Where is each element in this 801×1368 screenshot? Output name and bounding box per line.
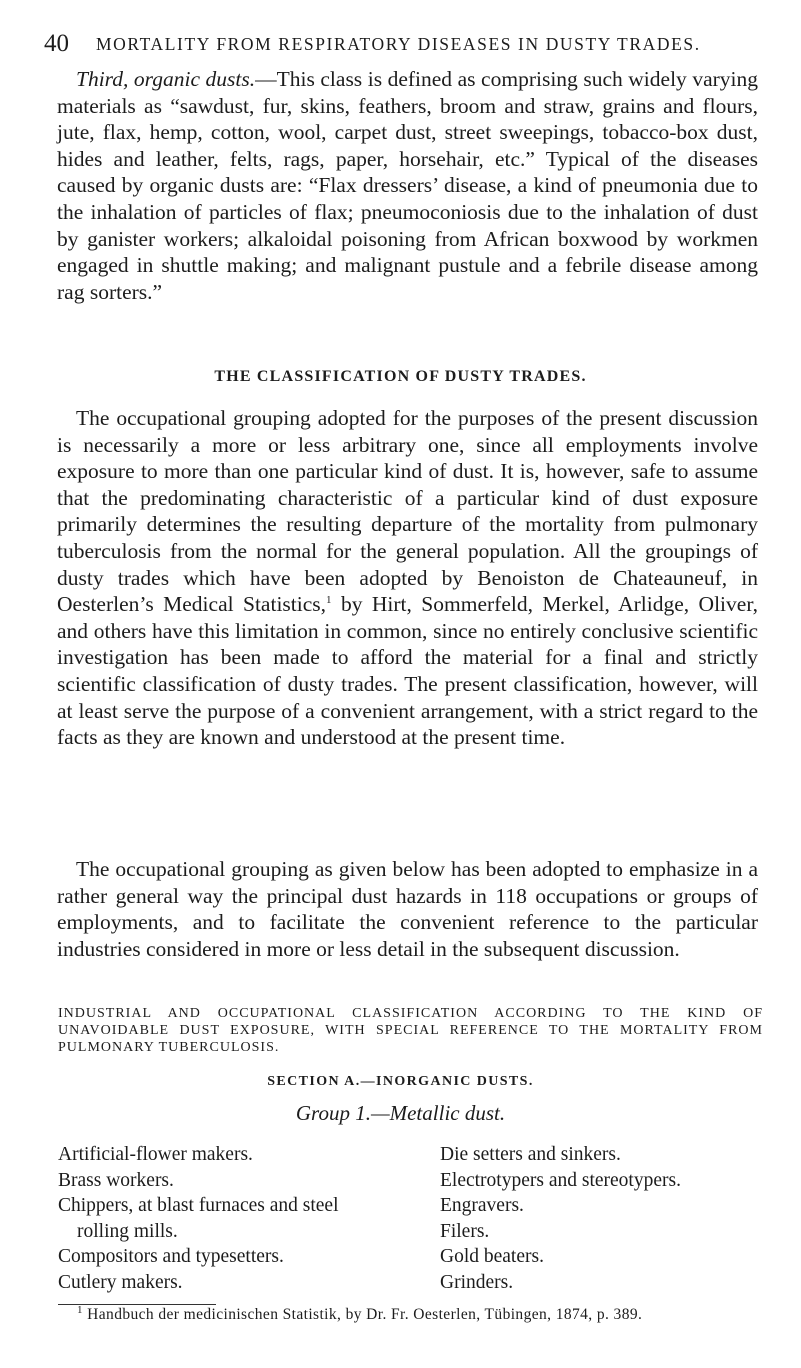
running-title: MORTALITY FROM RESPIRATORY DISEASES IN DUSTY TRADES. (96, 34, 701, 54)
group-heading: Group 1.—Metallic dust. (295, 1101, 506, 1125)
running-head (44, 30, 759, 60)
organic-dusts-lead: Third, organic dusts. (76, 67, 256, 91)
footnote-text: Handbuch der medicinischen Statistik, by Dr. Fr. Oesterlen, Tübingen, 1874, p. 389. (82, 1306, 643, 1323)
occupation-item: Gold beaters. (440, 1246, 544, 1267)
occupation-item: Brass workers. (58, 1169, 174, 1191)
occupation-item-continued: rolling mills. (77, 1220, 178, 1242)
occupation-item: Electrotypers and stereotypers. (440, 1169, 681, 1191)
organic-dusts-text: —This class is defined as comprising such widely varying materials as “sawdust, fur, skins, feathers, broom and straw, grains and flours, jute, flax, hemp, cotton, wool, carpet dust, street sweepings, tobacco-box dust, hides and leather, felts, rags, paper, horsehair, etc.” Typical of the diseases caused by organic dusts are: “Flax dressers’ disease, a kind of pneumonia due to the inhalation of particles of flax; pneumoconiosis due to the inhalation of dust by ganister workers; alkaloidal poisoning from African boxwood by workmen engaged in shuttle making; and malignant pustule and a febrile disease among rag sorters.” (57, 67, 759, 304)
section-heading: SECTION A.—INORGANIC DUSTS. (267, 1074, 534, 1089)
paragraph-grouping (57, 405, 758, 751)
table-caption: INDUSTRIAL AND OCCUPATIONAL CLASSIFICATION ACCORDING TO THE KIND OF UNAVOIDABLE DUST EXPOSURE, WITH SPECIAL REFERENCE TO THE MORTALITY FROM PULMONARY TUBERCULOSIS. (58, 1006, 763, 1055)
occupation-item: Die setters and sinkers. (440, 1144, 621, 1165)
occupation-item: Engravers. (440, 1195, 524, 1216)
occupation-item: Filers. (440, 1220, 490, 1242)
classification-heading: THE CLASSIFICATION OF DUSTY TRADES. (214, 368, 587, 385)
occupation-item: Compositors and typesetters. (58, 1246, 284, 1267)
page-number: 40 (44, 30, 69, 57)
footnote-mark: 1 (77, 1303, 83, 1316)
footnote (77, 1303, 643, 1324)
occupation-list-right (440, 1142, 770, 1295)
occupation-item: Chippers, at blast furnaces and steel (58, 1195, 339, 1216)
occupation-item: Grinders. (440, 1271, 514, 1293)
occupation-item: Artificial-flower makers. (58, 1144, 253, 1165)
occupation-item: Cutlery makers. (58, 1271, 183, 1293)
footnote-reference: 1 (326, 594, 332, 606)
occupation-list-left (58, 1142, 458, 1295)
paragraph-purpose: The occupational grouping as given below has been adopted to emphasize in a rather general way the principal dust hazards in 118 occupations or groups of employments, and to facilitate the convenient reference to the particular industries considered in more or less detail in the subsequent discussion. (57, 857, 758, 961)
grouping-text-continued: by Hirt, Sommerfeld, Merkel, Arlidge, Oliver, and others have this limitation in common, since no entirely conclusive scientific investigation has been made to afford the material for a final and strictly scientific classification of dusty trades. The present classification, however, will at least serve the purpose of a convenient arrangement, with a strict regard to the facts as they are known and understood at the present time. (57, 592, 758, 750)
paragraph-organic-dusts (57, 66, 758, 305)
grouping-text: The occupational grouping adopted for the purposes of the present discussion is necessarily a more or less arbitrary one, since all employments involve exposure to more than one particular kind of dust. It is, however, safe to assume that the predominating characteristic of a particular kind of dust exposure primarily determines the resulting departure of the mortality from pulmonary tuberculosis from the normal for the general population. All the groupings of dusty trades which have been adopted by Benoiston de Chateauneuf, in Oesterlen’s Medical Statistics, (57, 406, 758, 617)
